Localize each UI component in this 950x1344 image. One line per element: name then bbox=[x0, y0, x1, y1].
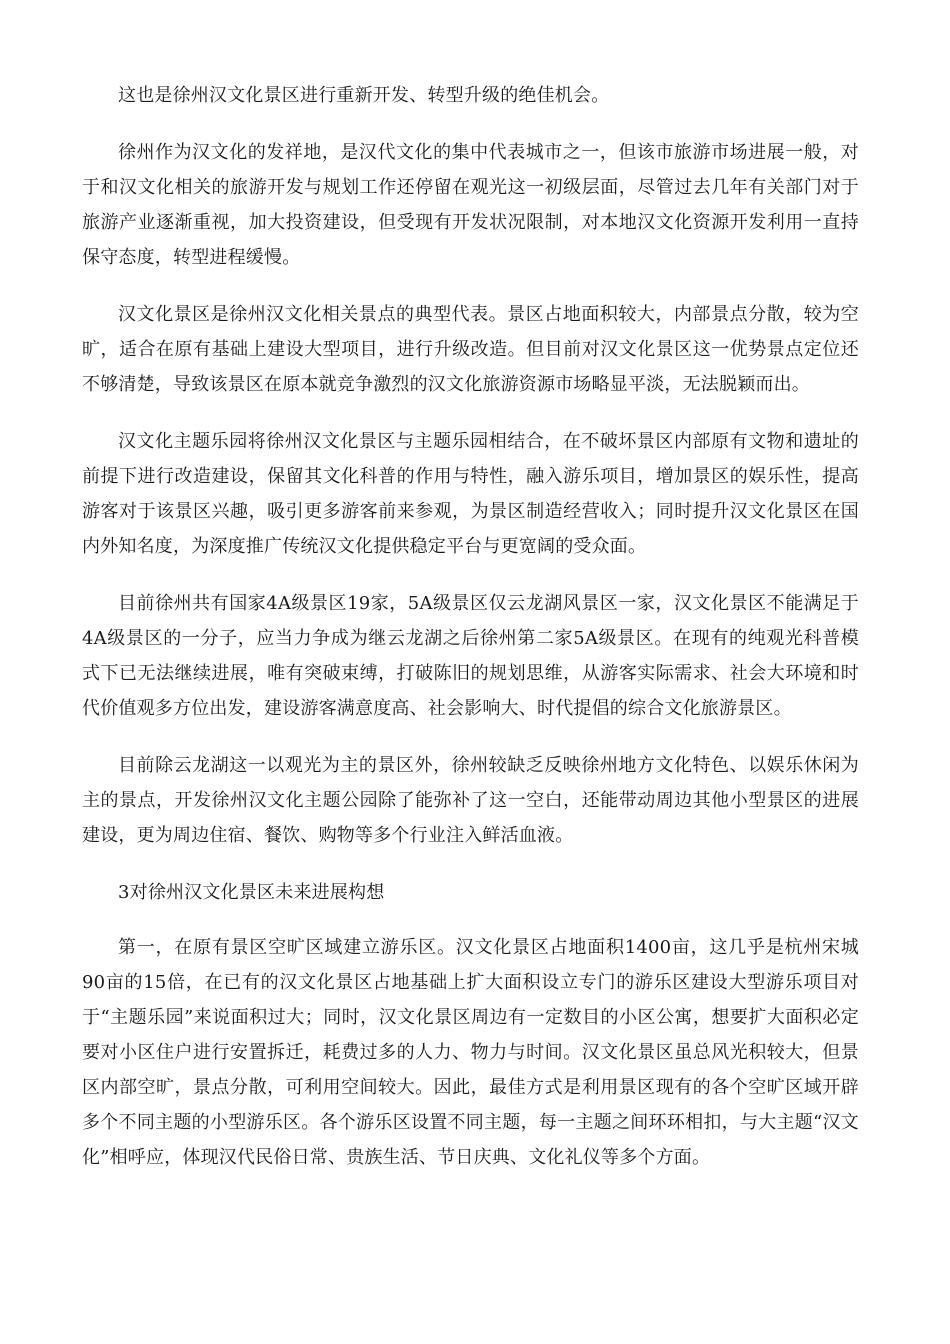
paragraph-2: 徐州作为汉文化的发祥地，是汉代文化的集中代表城市之一，但该市旅游市场进展一般，对于和汉文化相关的旅游开发与规划工作还停留在观光这一初级层面，尽管过去几年有关部门对于旅游产业逐渐重视，加大投资建设，但受现有开发状况限制，对本地汉文化资源开发利用一直持保守态度，转型进程缓慢。 bbox=[82, 142, 859, 268]
paragraph-6: 目前除云龙湖这一以观光为主的景区外，徐州较缺乏反映徐州地方文化特色、以娱乐休闲为主的景点，开发徐州汉文化主题公园除了能弥补了这一空白，还能带动周边其他小型景区的进展建设，更为周边住宿、餐饮、购物等多个行业注入鲜活血液。 bbox=[82, 755, 859, 846]
section-heading: 3对徐州汉文化景区未来进展构想 bbox=[118, 882, 385, 903]
paragraph-7: 第一，在原有景区空旷区域建立游乐区。汉文化景区占地面积1400亩，这几乎是杭州宋城90亩的15倍，在已有的汉文化景区占地基础上扩大面积设立专门的游乐区建设大型游乐项目对于“主题乐园”来说面积过大；同时，汉文化景区周边有一定数目的小区公寓，想要扩大面积必定要对小区住户进行安置拆迁，耗费过多的人力、物力与时间。汉文化景区虽总风光积较大，但景区内部空旷，景点分散，可利用空间较大。因此，最佳方式是利用景区现有的各个空旷区域开辟多个不同主题的小型游乐区。各个游乐区设置不同主题，每一主题之间环环相扣，与大主题“汉文化”相呼应，体现汉代民俗日常、贵族生活、节日庆典、文化礼仪等多个方面。 bbox=[82, 937, 859, 1168]
paragraph-3: 汉文化景区是徐州汉文化相关景点的典型代表。景区占地面积较大，内部景点分散，较为空旷，适合在原有基础上建设大型项目，进行升级改造。但目前对汉文化景区这一优势景点定位还不够清楚，导致该景区在原本就竞争激烈的汉文化旅游资源市场略显平淡，无法脱颖而出。 bbox=[82, 304, 859, 395]
paragraph-4: 汉文化主题乐园将徐州汉文化景区与主题乐园相结合，在不破坏景区内部原有文物和遗址的前提下进行改造建设，保留其文化科普的作用与特性，融入游乐项目，增加景区的娱乐性，提高游客对于该景区兴趣，吸引更多游客前来参观，为景区制造经营收入；同时提升汉文化景区在国内外知名度，为深度推广传统汉文化提供稳定平台与更宽阔的受众面。 bbox=[82, 431, 859, 557]
paragraph-1: 这也是徐州汉文化景区进行重新开发、转型升级的绝佳机会。 bbox=[118, 85, 610, 106]
document-body bbox=[82, 78, 859, 1197]
paragraph-5: 目前徐州共有国家4A级景区19家，5A级景区仅云龙湖风景区一家，汉文化景区不能满足于4A级景区的一分子，应当力争成为继云龙湖之后徐州第二家5A级景区。在现有的纯观光科普模式下已无法继续进展，唯有突破束缚，打破陈旧的规划思维，从游客实际需求、社会大环境和时代价值观多方位出发，建设游客满意度高、社会影响大、时代提倡的综合文化旅游景区。 bbox=[82, 593, 859, 719]
